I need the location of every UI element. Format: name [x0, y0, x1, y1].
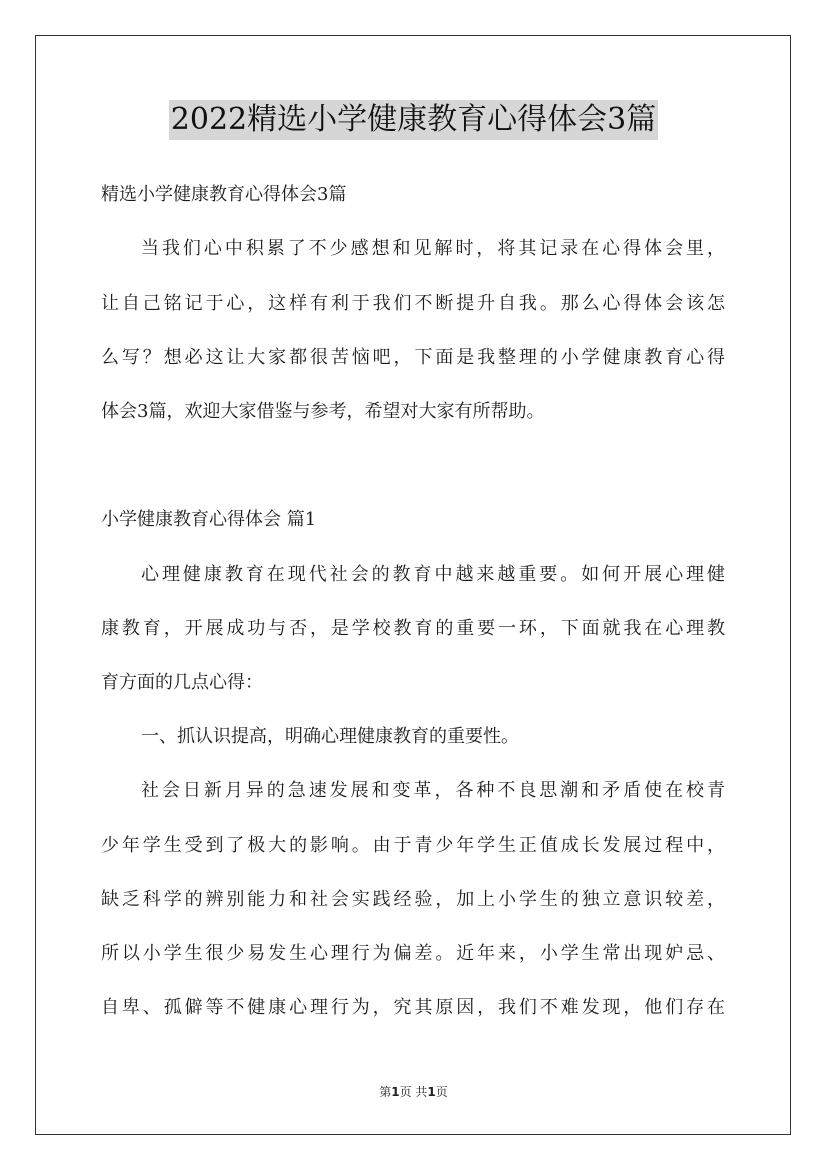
footer-prefix: 第 — [379, 1085, 392, 1099]
footer-suffix: 页 — [435, 1085, 448, 1099]
para1-line-3: 育方面的几点心得： — [101, 672, 263, 693]
intro-line-4: 体会3篇，欢迎大家借鉴与参考，希望对大家有所帮助。 — [101, 401, 545, 422]
footer-mid: 页 共 — [399, 1085, 428, 1099]
para2-line-4: 所以小学生很少易发生心理行为偏差。近年来，小学生常出现妒忌、 — [101, 943, 725, 964]
para2-line-3: 缺乏科学的辨别能力和社会实践经验，加上小学生的独立意识较差， — [101, 889, 725, 910]
para1-line-1: 心理健康教育在现代社会的教育中越来越重要。如何开展心理健 — [141, 564, 725, 585]
intro-line-3: 么写？想必这让大家都很苦恼吧，下面是我整理的小学健康教育心得 — [101, 347, 725, 368]
para2-line-2: 少年学生受到了极大的影响。由于青少年学生正值成长发展过程中， — [101, 835, 725, 856]
point-heading-1: 一、抓认识提高，明确心理健康教育的重要性。 — [141, 726, 519, 747]
title-container — [0, 100, 827, 140]
intro-line-2: 让自己铭记于心，这样有利于我们不断提升自我。那么心得体会该怎 — [101, 293, 725, 314]
para2-line-5: 自卑、孤僻等不健康心理行为，究其原因，我们不难发现，他们存在 — [101, 997, 725, 1018]
footer-total-pages: 1 — [427, 1085, 436, 1099]
footer-current-page: 1 — [391, 1085, 400, 1099]
para1-line-2: 康教育，开展成功与否，是学校教育的重要一环，下面就我在心理教 — [101, 618, 725, 639]
para2-line-1: 社会日新月异的急速发展和变革，各种不良思潮和矛盾使在校青 — [141, 780, 725, 801]
document-subtitle: 精选小学健康教育心得体会3篇 — [101, 184, 347, 205]
intro-line-1: 当我们心中积累了不少感想和见解时，将其记录在心得体会里， — [141, 238, 725, 259]
section-heading: 小学健康教育心得体会 篇1 — [101, 509, 317, 530]
page-footer — [0, 1084, 827, 1100]
document-title: 2022精选小学健康教育心得体会3篇 — [169, 100, 658, 140]
